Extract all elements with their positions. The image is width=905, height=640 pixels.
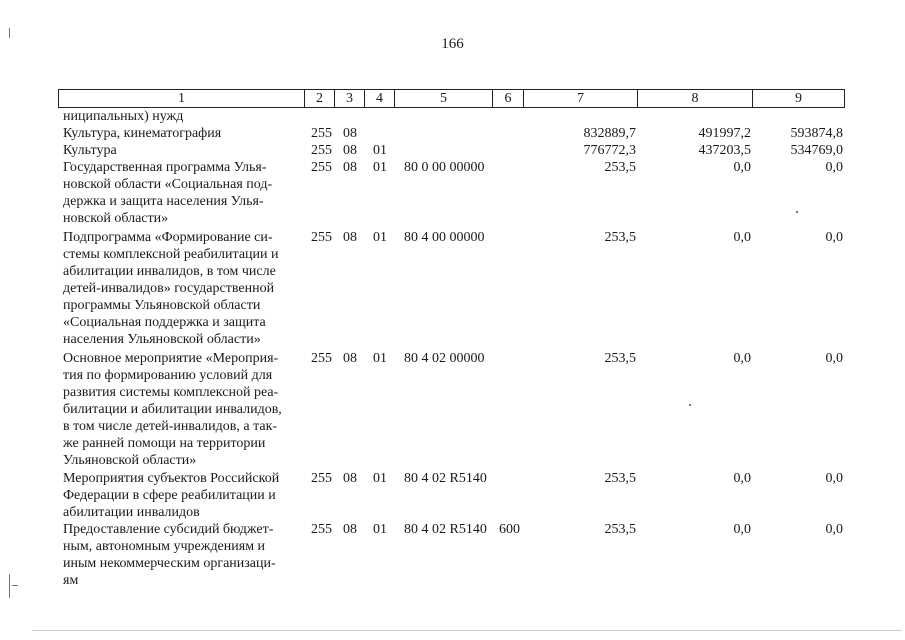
cell-c4: 01 — [373, 522, 387, 537]
cell-c8: 0,0 — [733, 471, 751, 486]
cell-c2: 255 — [311, 522, 332, 537]
row-name-line: «Социальная поддержка и защита — [63, 315, 266, 330]
cell-c5: 80 4 02 00000 — [404, 351, 485, 366]
cell-c5: 80 4 02 R5140 — [404, 471, 487, 486]
row-name — [63, 350, 301, 469]
row-name-line: Подпрограмма «Формирование си- — [63, 230, 273, 245]
scan-speck — [796, 211, 798, 213]
cell-c9: 534769,0 — [790, 143, 843, 158]
cell-c3: 08 — [343, 522, 357, 537]
cell-c8: 0,0 — [733, 522, 751, 537]
row-name-line: Федерации в сфере реабилитации и — [63, 488, 276, 503]
cell-c3: 08 — [343, 143, 357, 158]
cell-c4: 01 — [373, 230, 387, 245]
scan-edge-line — [32, 630, 902, 631]
cell-c2: 255 — [311, 471, 332, 486]
cell-c9: 0,0 — [825, 230, 843, 245]
column-header-8: 8 — [638, 90, 753, 108]
cell-c7: 253,5 — [604, 230, 636, 245]
cell-c4: 01 — [373, 143, 387, 158]
row-name — [63, 159, 301, 227]
column-header-1: 1 — [59, 90, 305, 108]
cell-c5: 80 4 02 R5140 — [404, 522, 487, 537]
cell-c8: 437203,5 — [698, 143, 751, 158]
cell-c3: 08 — [343, 126, 357, 141]
row-name — [63, 108, 301, 125]
column-header-2: 2 — [305, 90, 335, 108]
row-name-line: держка и защита населения Улья- — [63, 194, 264, 209]
cell-c4: 01 — [373, 351, 387, 366]
cell-c9: 0,0 — [825, 160, 843, 175]
cell-c5: 80 4 00 00000 — [404, 230, 485, 245]
row-name-line: в том числе детей-инвалидов, а так- — [63, 419, 278, 434]
row-name-line: Основное мероприятие «Мероприя- — [63, 351, 279, 366]
row-name-line: Культура, кинематография — [63, 126, 222, 141]
row-name-line: новской области» — [63, 211, 169, 226]
row-name-line: новской области «Социальная под- — [63, 177, 273, 192]
cell-c7: 776772,3 — [583, 143, 636, 158]
row-name-line: абилитации инвалидов, в том числе — [63, 264, 276, 279]
cell-c3: 08 — [343, 471, 357, 486]
column-header-7: 7 — [524, 90, 638, 108]
row-name-line: Государственная программа Улья- — [63, 160, 267, 175]
row-name-line: ям — [63, 573, 79, 588]
column-header-9: 9 — [753, 90, 845, 108]
row-name-line: абилитации инвалидов — [63, 505, 200, 520]
row-name-line: ниципальных) нужд — [63, 109, 184, 124]
cell-c6: 600 — [499, 522, 520, 537]
cell-c7: 253,5 — [604, 471, 636, 486]
cell-c7: 253,5 — [604, 351, 636, 366]
row-name — [63, 142, 301, 159]
row-name — [63, 521, 301, 589]
cell-c9: 0,0 — [825, 471, 843, 486]
row-name-line: же ранней помощи на территории — [63, 436, 266, 451]
cell-c8: 0,0 — [733, 351, 751, 366]
cell-c8: 0,0 — [733, 230, 751, 245]
cell-c9: 0,0 — [825, 351, 843, 366]
column-header-4: 4 — [365, 90, 395, 108]
cell-c2: 255 — [311, 351, 332, 366]
cell-c3: 08 — [343, 351, 357, 366]
column-header-5: 5 — [395, 90, 493, 108]
cell-c3: 08 — [343, 230, 357, 245]
row-name-line: Ульяновской области» — [63, 453, 197, 468]
cell-c3: 08 — [343, 160, 357, 175]
row-name — [63, 229, 301, 348]
cell-c9: 0,0 — [825, 522, 843, 537]
scan-speck — [689, 404, 691, 406]
cell-c2: 255 — [311, 126, 332, 141]
row-name — [63, 470, 301, 521]
cell-c8: 0,0 — [733, 160, 751, 175]
row-name-line: программы Ульяновской области — [63, 298, 261, 313]
cell-c4: 01 — [373, 160, 387, 175]
cell-c5: 80 0 00 00000 — [404, 160, 485, 175]
row-name-line: детей-инвалидов» государственной — [63, 281, 275, 296]
row-name-line: ным, автономным учреждениям и — [63, 539, 266, 554]
scan-speck — [12, 585, 18, 586]
cell-c2: 255 — [311, 143, 332, 158]
column-header-3: 3 — [335, 90, 365, 108]
row-name — [63, 125, 301, 142]
cell-c8: 491997,2 — [698, 126, 751, 141]
cell-c4: 01 — [373, 471, 387, 486]
row-name-line: развития системы комплексной реа- — [63, 385, 279, 400]
row-name-line: стемы комплексной реабилитации и — [63, 247, 279, 262]
row-name-line: населения Ульяновской области» — [63, 332, 261, 347]
row-name-line: тия по формированию условий для — [63, 368, 273, 383]
scan-speck — [9, 28, 10, 38]
row-name-line: Предоставление субсидий бюджет- — [63, 522, 274, 537]
page-number: 166 — [441, 36, 464, 52]
cell-c2: 255 — [311, 230, 332, 245]
column-header-6: 6 — [493, 90, 524, 108]
row-name-line: иным некоммерческим организаци- — [63, 556, 276, 571]
scan-speck — [9, 574, 10, 598]
cell-c7: 253,5 — [604, 522, 636, 537]
row-name-line: Мероприятия субъектов Российской — [63, 471, 280, 486]
cell-c7: 253,5 — [604, 160, 636, 175]
cell-c7: 832889,7 — [583, 126, 636, 141]
cell-c2: 255 — [311, 160, 332, 175]
row-name-line: Культура — [63, 143, 117, 158]
row-name-line: билитации и абилитации инвалидов, — [63, 402, 282, 417]
cell-c9: 593874,8 — [790, 126, 843, 141]
